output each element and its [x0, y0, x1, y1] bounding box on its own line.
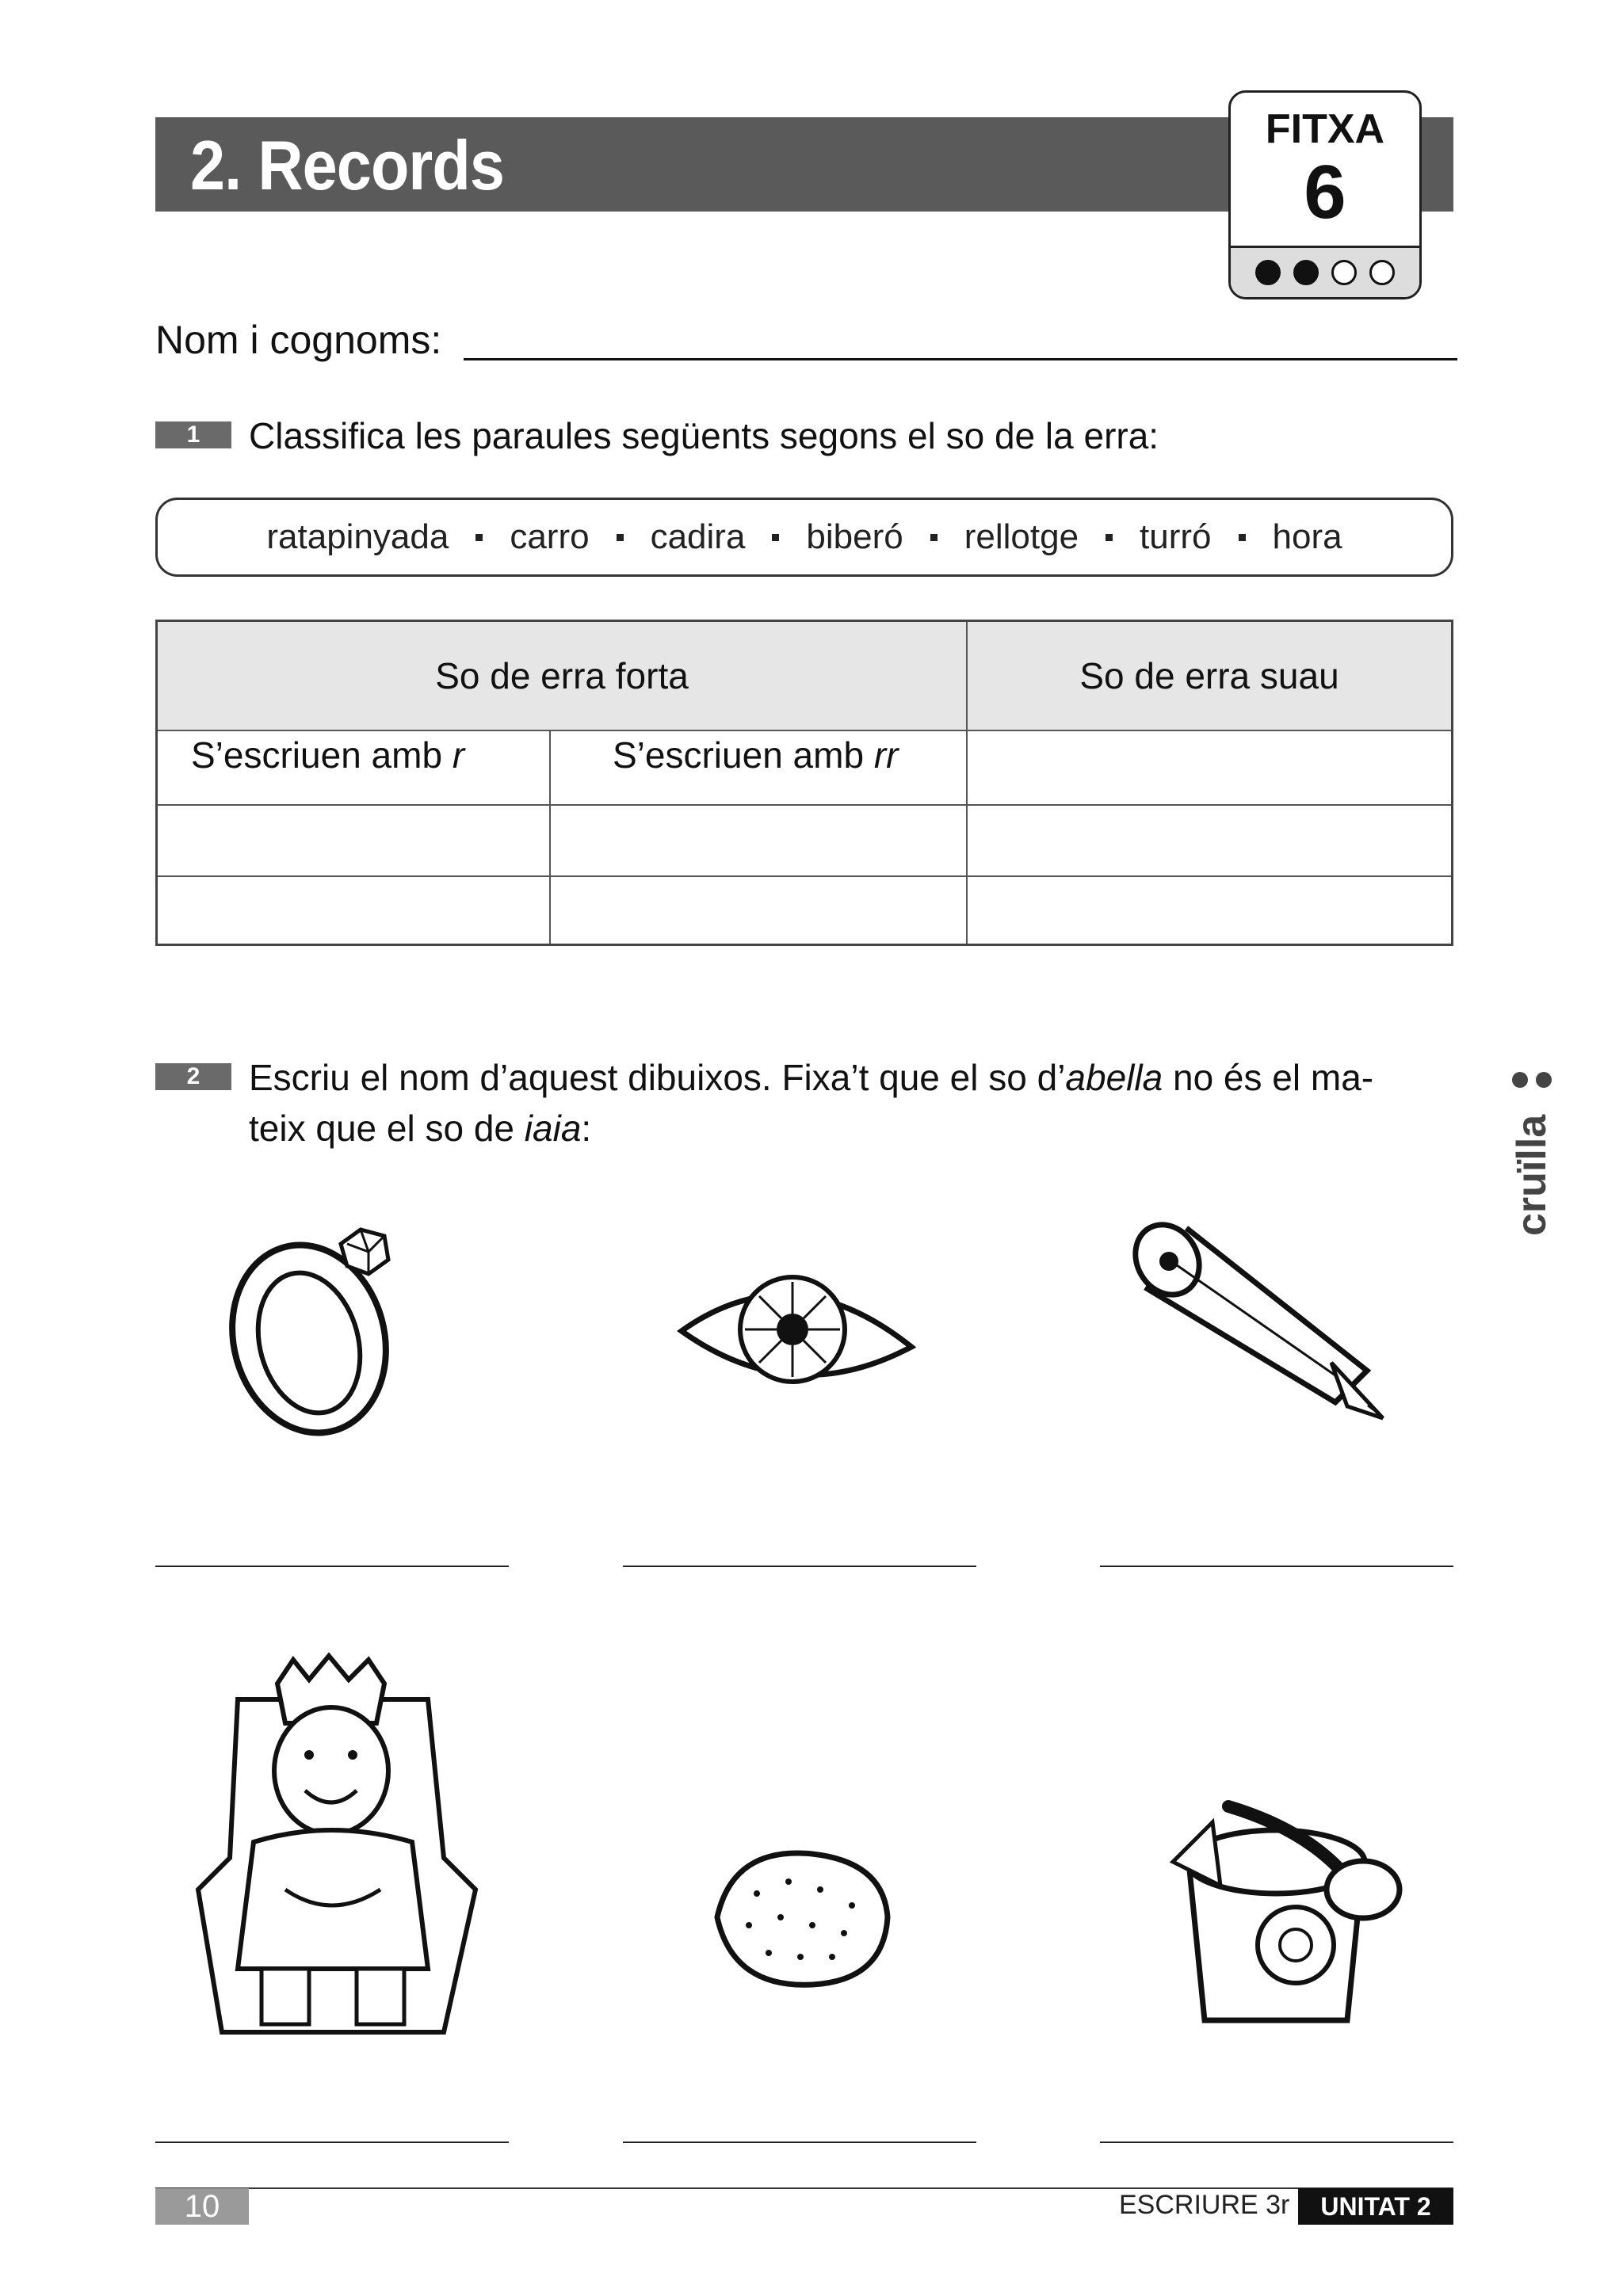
word-bank-item: cadira — [650, 517, 746, 556]
answer-line[interactable] — [623, 1566, 976, 1567]
word-bank-item: carro — [510, 517, 590, 556]
answer-line[interactable] — [1100, 2142, 1453, 2143]
word-separator — [1239, 534, 1246, 541]
subheader-letter: rr — [873, 734, 899, 776]
instruction-emphasis: abella — [1065, 1057, 1163, 1098]
exercise-number-badge: 2 — [155, 1063, 231, 1090]
answer-cell[interactable] — [158, 804, 549, 875]
answer-line[interactable] — [155, 2142, 509, 2143]
word-bank-item: ratapinyada — [266, 517, 449, 556]
fitxa-label: FITXA — [1265, 106, 1385, 152]
word-bank-item: hora — [1272, 517, 1342, 556]
subheader-text: S’escriuen amb — [613, 734, 874, 776]
answer-line[interactable] — [1100, 1566, 1453, 1567]
answer-line[interactable] — [623, 2142, 976, 2143]
word-separator — [475, 534, 483, 541]
instruction-emphasis: iaia — [524, 1108, 582, 1149]
word-bank-item: biberó — [806, 517, 903, 556]
word-separator — [617, 534, 624, 541]
unit-label: UNITAT 2 — [1298, 2188, 1453, 2225]
answer-cell[interactable] — [968, 730, 1453, 804]
level-dot-filled — [1293, 260, 1319, 285]
page-number: 10 — [155, 2188, 249, 2225]
level-dot-empty — [1331, 260, 1357, 285]
answer-line[interactable] — [155, 1566, 509, 1567]
answer-cell[interactable] — [551, 875, 966, 945]
instruction-text: Escriu el nom d’aquest dibuixos. Fixa’t que el so d’ — [249, 1057, 1066, 1098]
word-separator — [772, 534, 779, 541]
instruction-text: teix que el so de — [249, 1108, 525, 1149]
word-bank-item: turró — [1140, 517, 1212, 556]
header-strong-r: So de erra forta — [158, 622, 966, 731]
exercise-instruction: Classifica les paraules següents segons el so de la erra: — [249, 415, 1159, 456]
difficulty-level-indicator — [1231, 246, 1419, 297]
lemon-drawing — [701, 1838, 899, 1997]
level-dot-empty — [1369, 260, 1395, 285]
answer-cell[interactable] — [968, 875, 1453, 945]
answer-cell[interactable] — [158, 875, 549, 945]
word-bank-item: rellotge — [964, 517, 1079, 556]
exercise-number-badge: 1 — [155, 421, 231, 448]
ring-drawing — [222, 1220, 420, 1442]
subheader-single-r — [191, 731, 464, 779]
subheader-text: S’escriuen amb — [191, 734, 453, 776]
classification-table — [155, 620, 1453, 946]
king-drawing — [190, 1652, 483, 2056]
word-separator — [930, 534, 938, 541]
header-soft-r: So de erra suau — [968, 622, 1451, 731]
fitxa-badge — [1228, 90, 1422, 299]
footer-rule — [155, 2187, 1453, 2189]
pencil-drawing — [1129, 1212, 1399, 1434]
level-dot-filled — [1255, 260, 1281, 285]
answer-cell[interactable] — [968, 804, 1453, 875]
eye-drawing — [674, 1268, 919, 1394]
svg-text:cruïlla: cruïlla — [1509, 1114, 1555, 1236]
name-label: Nom i cognoms: — [155, 318, 442, 362]
page-title: 2. Records — [190, 126, 504, 204]
book-title: ESCRIURE 3r — [1119, 2190, 1290, 2220]
word-separator — [1106, 534, 1113, 541]
answer-cell[interactable] — [551, 804, 966, 875]
exercise-instruction — [249, 1052, 1453, 1154]
yogurt-drawing — [1165, 1791, 1411, 2028]
instruction-text: : — [581, 1108, 592, 1149]
subheader-letter: r — [452, 734, 465, 776]
publisher-logo — [1506, 1066, 1561, 1248]
fitxa-number: 6 — [1304, 150, 1346, 235]
instruction-text: no és el ma- — [1163, 1057, 1374, 1098]
subheader-double-r — [613, 731, 898, 779]
name-answer-line[interactable] — [464, 358, 1457, 360]
word-bank — [155, 498, 1453, 577]
